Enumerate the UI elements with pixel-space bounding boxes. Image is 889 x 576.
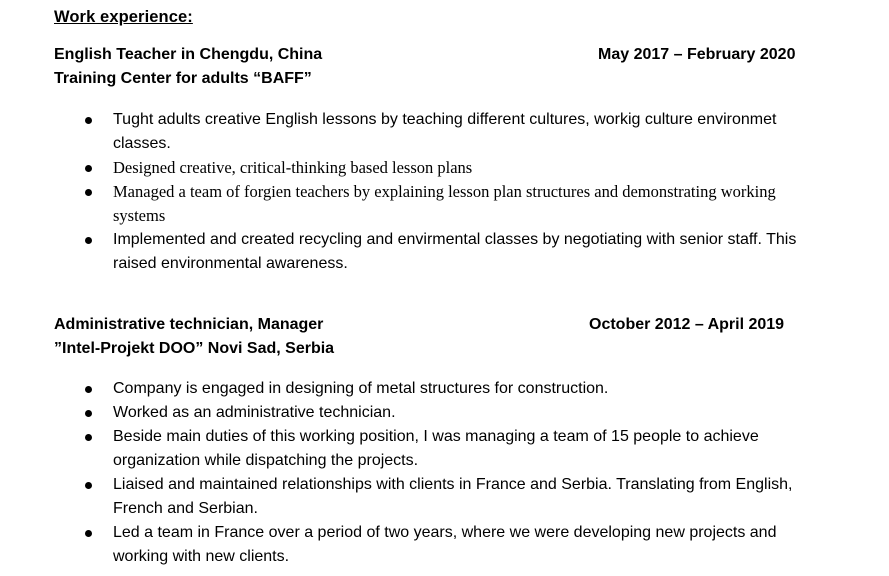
list-item <box>84 521 804 569</box>
bullet-icon <box>85 530 92 537</box>
list-item-text: Beside main duties of this working position, I was managing a team of 15 people to achieve organization while dispatching the projects. <box>113 428 759 469</box>
list-item <box>84 180 814 228</box>
list-item <box>84 228 814 276</box>
list-item-text: Worked as an administrative technician. <box>113 404 396 421</box>
list-item <box>84 401 804 425</box>
list-item-text: Designed creative, critical-thinking based lesson plans <box>113 158 473 177</box>
job-title: English Teacher in Chengdu, China <box>54 46 323 63</box>
section-heading-work-experience: Work experience: <box>54 8 193 26</box>
job-dates: May 2017 – February 2020 <box>598 46 796 63</box>
list-item <box>84 377 804 401</box>
bullet-icon <box>85 482 92 489</box>
job-title: Administrative technician, Manager <box>54 316 324 333</box>
bullet-icon <box>85 434 92 441</box>
bullet-icon <box>85 237 92 244</box>
bullet-icon <box>85 165 92 172</box>
list-item-text: Implemented and created recycling and envirmental classes by negotiating with senior staff. This raised environmental awareness. <box>113 231 797 272</box>
list-item-text: Tught adults creative English lessons by teaching different cultures, workig culture environmet classes. <box>113 111 777 152</box>
job-header <box>54 316 834 362</box>
bullet-icon <box>85 386 92 393</box>
job-company: ”Intel-Projekt DOO” Novi Sad, Serbia <box>54 340 335 357</box>
list-item <box>84 473 804 521</box>
list-item-text: Led a team in France over a period of two years, where we were developing new projects and working with new clients. <box>113 524 777 565</box>
job-dates: October 2012 – April 2019 <box>589 316 785 333</box>
list-item <box>84 108 814 156</box>
bullet-icon <box>85 117 92 124</box>
list-item-text: Liaised and maintained relationships with clients in France and Serbia. Translating from English, French and Serbian. <box>113 476 793 517</box>
bullet-icon <box>85 410 92 417</box>
job-entry-2 <box>54 316 834 362</box>
list-item <box>84 156 814 180</box>
bullet-icon <box>85 189 92 196</box>
list-item <box>84 425 804 473</box>
list-item-text: Company is engaged in designing of metal structures for construction. <box>113 380 609 397</box>
job-company: Training Center for adults “BAFF” <box>54 70 312 87</box>
job-1-bullet-list <box>84 108 814 276</box>
job-entry-1 <box>54 46 834 92</box>
job-2-bullet-list <box>84 377 804 569</box>
job-header <box>54 46 834 92</box>
list-item-text: Managed a team of forgien teachers by explaining lesson plan structures and demonstrating working systems <box>113 182 776 225</box>
